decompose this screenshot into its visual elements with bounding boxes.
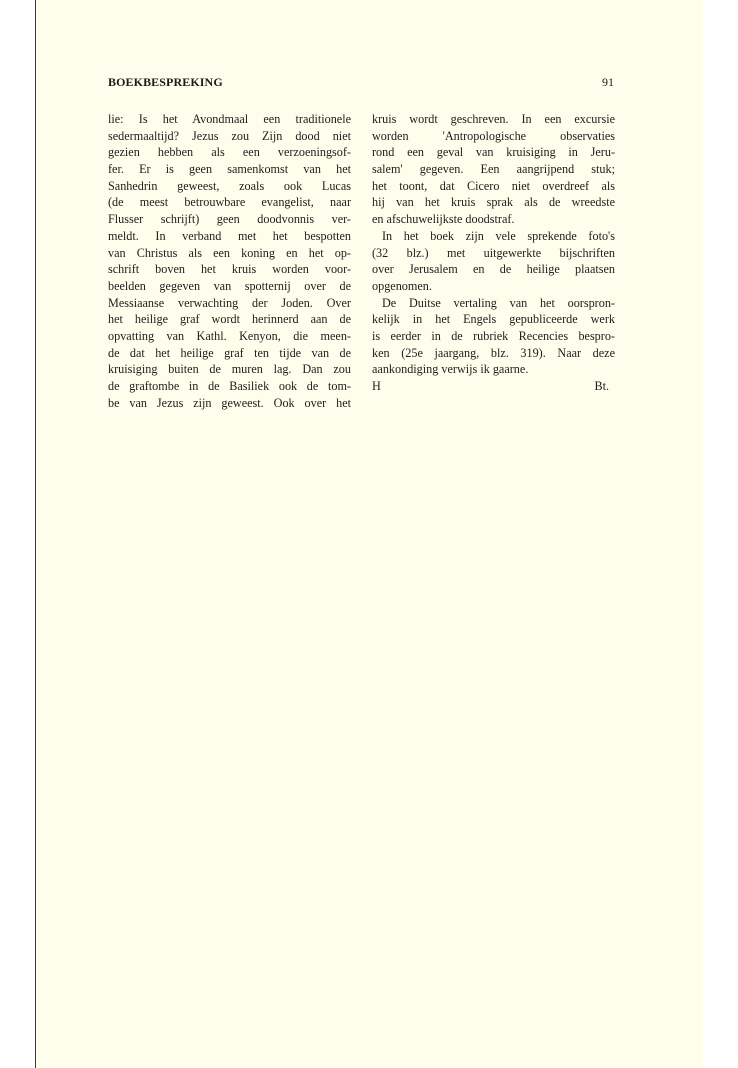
signature-line <box>372 378 615 395</box>
text-line: opgenomen. <box>372 278 432 293</box>
left-column <box>108 111 351 411</box>
text-line: hij van het kruis sprak als de wreedste <box>372 195 615 210</box>
signature-initial: H <box>372 379 381 393</box>
text-line: In het boek zijn vele sprekende foto's <box>382 228 615 243</box>
text-line: De Duitse vertaling van het oorspron- <box>382 295 615 310</box>
text-line: rond een geval van kruisiging in Jeru- <box>372 145 615 160</box>
text-line: het heilige graf wordt herinnerd aan de <box>108 312 351 327</box>
text-line: de graftombe in de Basiliek ook de tom- <box>108 379 351 393</box>
text-line: kruisiging buiten de muren lag. Dan zou <box>108 362 351 377</box>
text-line: salem' gegeven. Een aangrijpend stuk; <box>372 162 615 177</box>
text-line: (de meest betrouwbare evangelist, naar <box>108 195 351 210</box>
text-line: opvatting van Kathl. Kenyon, die meen- <box>108 328 351 343</box>
text-line: over Jerusalem en de heilige plaatsen <box>372 262 615 277</box>
text-line: be van Jezus zijn geweest. Ook over het <box>108 395 351 410</box>
text-line: lie: Is het Avondmaal een traditionele <box>108 112 351 126</box>
text-line: kruis wordt geschreven. In een excursie <box>372 112 615 126</box>
text-line: het toont, dat Cicero niet overdreef als <box>372 178 615 193</box>
reviewer-signature: Bt. <box>594 379 609 393</box>
page-number: 91 <box>602 75 614 89</box>
text-line: aankondiging verwijs ik gaarne. <box>372 362 529 377</box>
right-column <box>372 111 615 395</box>
text-line: meldt. In verband met het bespotten <box>108 228 351 243</box>
text-line: (32 blz.) met uitgewerkte bijschriften <box>372 245 615 260</box>
text-line: beelden gegeven van spotternij over de <box>108 278 351 293</box>
text-line: en afschuwelijkste doodstraf. <box>372 212 515 227</box>
scan-edge <box>35 0 36 1068</box>
text-line: Messiaanse verwachting der Joden. Over <box>108 295 351 310</box>
text-line: fer. Er is geen samenkomst van het <box>108 162 351 177</box>
text-line: schrift boven het kruis worden voor- <box>108 262 351 277</box>
running-head: BOEKBESPREKING <box>108 75 223 89</box>
text-line: van Christus als een koning en het op- <box>108 245 351 260</box>
text-line: kelijk in het Engels gepubliceerde werk <box>372 312 615 327</box>
text-line: is eerder in de rubriek Recencies bespro- <box>372 328 615 343</box>
text-line: ken (25e jaargang, blz. 319). Naar deze <box>372 345 615 360</box>
text-line: Sanhedrin geweest, zoals ook Lucas <box>108 178 351 193</box>
page-header <box>108 75 614 93</box>
text-line: worden 'Antropologische observaties <box>372 128 615 143</box>
text-line: Flusser schrijft) geen doodvonnis ver- <box>108 212 351 227</box>
text-line: de dat het heilige graf ten tijde van de <box>108 345 351 360</box>
text-line: sedermaaltijd? Jezus zou Zijn dood niet <box>108 128 351 143</box>
text-line: gezien hebben als een verzoeningsof- <box>108 145 351 160</box>
